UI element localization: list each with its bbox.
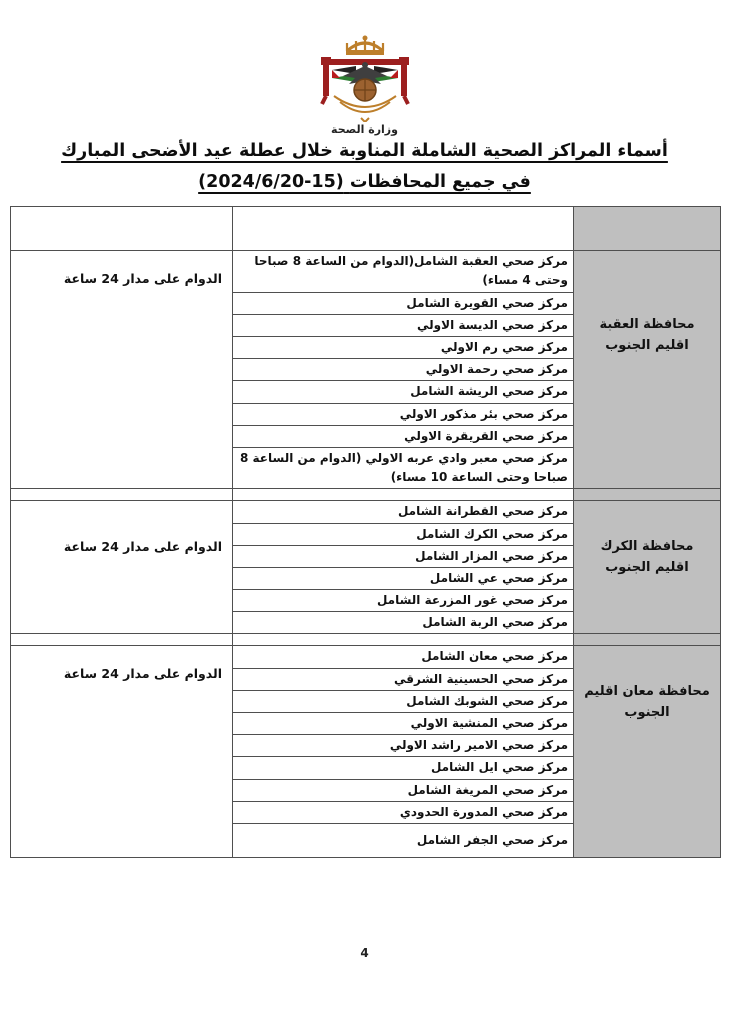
header-centers-cell	[233, 207, 574, 251]
governorate-cell: محافظة العقبة اقليم الجنوب	[574, 251, 721, 489]
header-governorate-cell	[574, 207, 721, 251]
health-center-cell: مركز صحي الجفر الشامل	[233, 823, 574, 857]
health-center-cell: مركز صحي عي الشامل	[233, 567, 574, 589]
health-center-cell: مركز صحي المريغة الشامل	[233, 779, 574, 801]
health-center-cell: مركز صحي القريقرة الاولي	[233, 425, 574, 447]
health-center-cell: مركز صحي معان الشامل	[233, 646, 574, 668]
title-line-2	[0, 172, 729, 192]
table-row	[11, 646, 721, 668]
health-center-cell: مركز صحي بئر مذكور الاولي	[233, 403, 574, 425]
health-center-cell: مركز صحي رحمة الاولي	[233, 359, 574, 381]
document-title	[0, 141, 729, 192]
separator-governorate-cell	[574, 634, 721, 646]
separator-centers-cell	[233, 489, 574, 501]
health-center-cell: مركز صحي القطرانة الشامل	[233, 501, 574, 523]
section-separator-row	[11, 634, 721, 646]
health-center-cell: مركز صحي ايل الشامل	[233, 757, 574, 779]
health-center-cell: مركز صحي الديسة الاولي	[233, 314, 574, 336]
table-body	[11, 207, 721, 858]
health-center-cell: مركز صحي المنشية الاولي	[233, 713, 574, 735]
health-center-cell: مركز صحي المدورة الحدودي	[233, 801, 574, 823]
working-hours-cell: الدوام على مدار 24 ساعة	[11, 501, 233, 634]
health-center-cell: مركز صحي غور المزرعة الشامل	[233, 590, 574, 612]
health-center-cell: مركز صحي المزار الشامل	[233, 545, 574, 567]
separator-centers-cell	[233, 634, 574, 646]
health-center-cell: مركز صحي العقبة الشامل(الدوام من الساعة 8 صباحا وحتى 4 مساء)	[233, 251, 574, 292]
health-center-cell: مركز صحي الشوبك الشامل	[233, 690, 574, 712]
section-separator-row	[11, 489, 721, 501]
health-center-cell: مركز صحي معبر وادي عربه الاولي (الدوام من الساعة 8 صباحا وحتى الساعة 10 مساء)	[233, 447, 574, 488]
separator-governorate-cell	[574, 489, 721, 501]
health-center-cell: مركز صحي الريشة الشامل	[233, 381, 574, 403]
governorate-cell: محافظة الكرك اقليم الجنوب	[574, 501, 721, 634]
title-line-1: أسماء المراكز الصحية الشاملة المناوبة خلال عطلة عيد الأضحى المبارك	[61, 141, 668, 161]
health-center-cell: مركز صحي الربة الشامل	[233, 612, 574, 634]
health-center-cell: مركز صحي الامير راشد الاولي	[233, 735, 574, 757]
health-center-cell: مركز صحي القويرة الشامل	[233, 292, 574, 314]
jordan-coat-of-arms-logo	[306, 34, 424, 122]
separator-hours-cell	[11, 489, 233, 501]
table-row	[11, 501, 721, 523]
table-row	[11, 251, 721, 292]
working-hours-cell: الدوام على مدار 24 ساعة	[11, 251, 233, 489]
title-date-range: (2024/6/20-15)	[198, 172, 344, 193]
header-hours-cell	[11, 207, 233, 251]
separator-hours-cell	[11, 634, 233, 646]
table-header-row	[11, 207, 721, 251]
crown-icon	[346, 36, 384, 56]
working-hours-cell: الدوام على مدار 24 ساعة	[11, 646, 233, 858]
globe	[354, 79, 376, 101]
health-center-cell: مركز صحي رم الاولي	[233, 337, 574, 359]
health-center-cell: مركز صحي الكرك الشامل	[233, 523, 574, 545]
title-line-2-text: في جميع المحافظات	[349, 172, 531, 193]
governorate-cell: محافظة معان اقليم الجنوب	[574, 646, 721, 858]
health-center-cell: مركز صحي الحسينية الشرقي	[233, 668, 574, 690]
health-centers-table	[10, 206, 721, 858]
ministry-caption: وزارة الصحة	[331, 123, 398, 136]
page-number: 4	[360, 946, 369, 960]
